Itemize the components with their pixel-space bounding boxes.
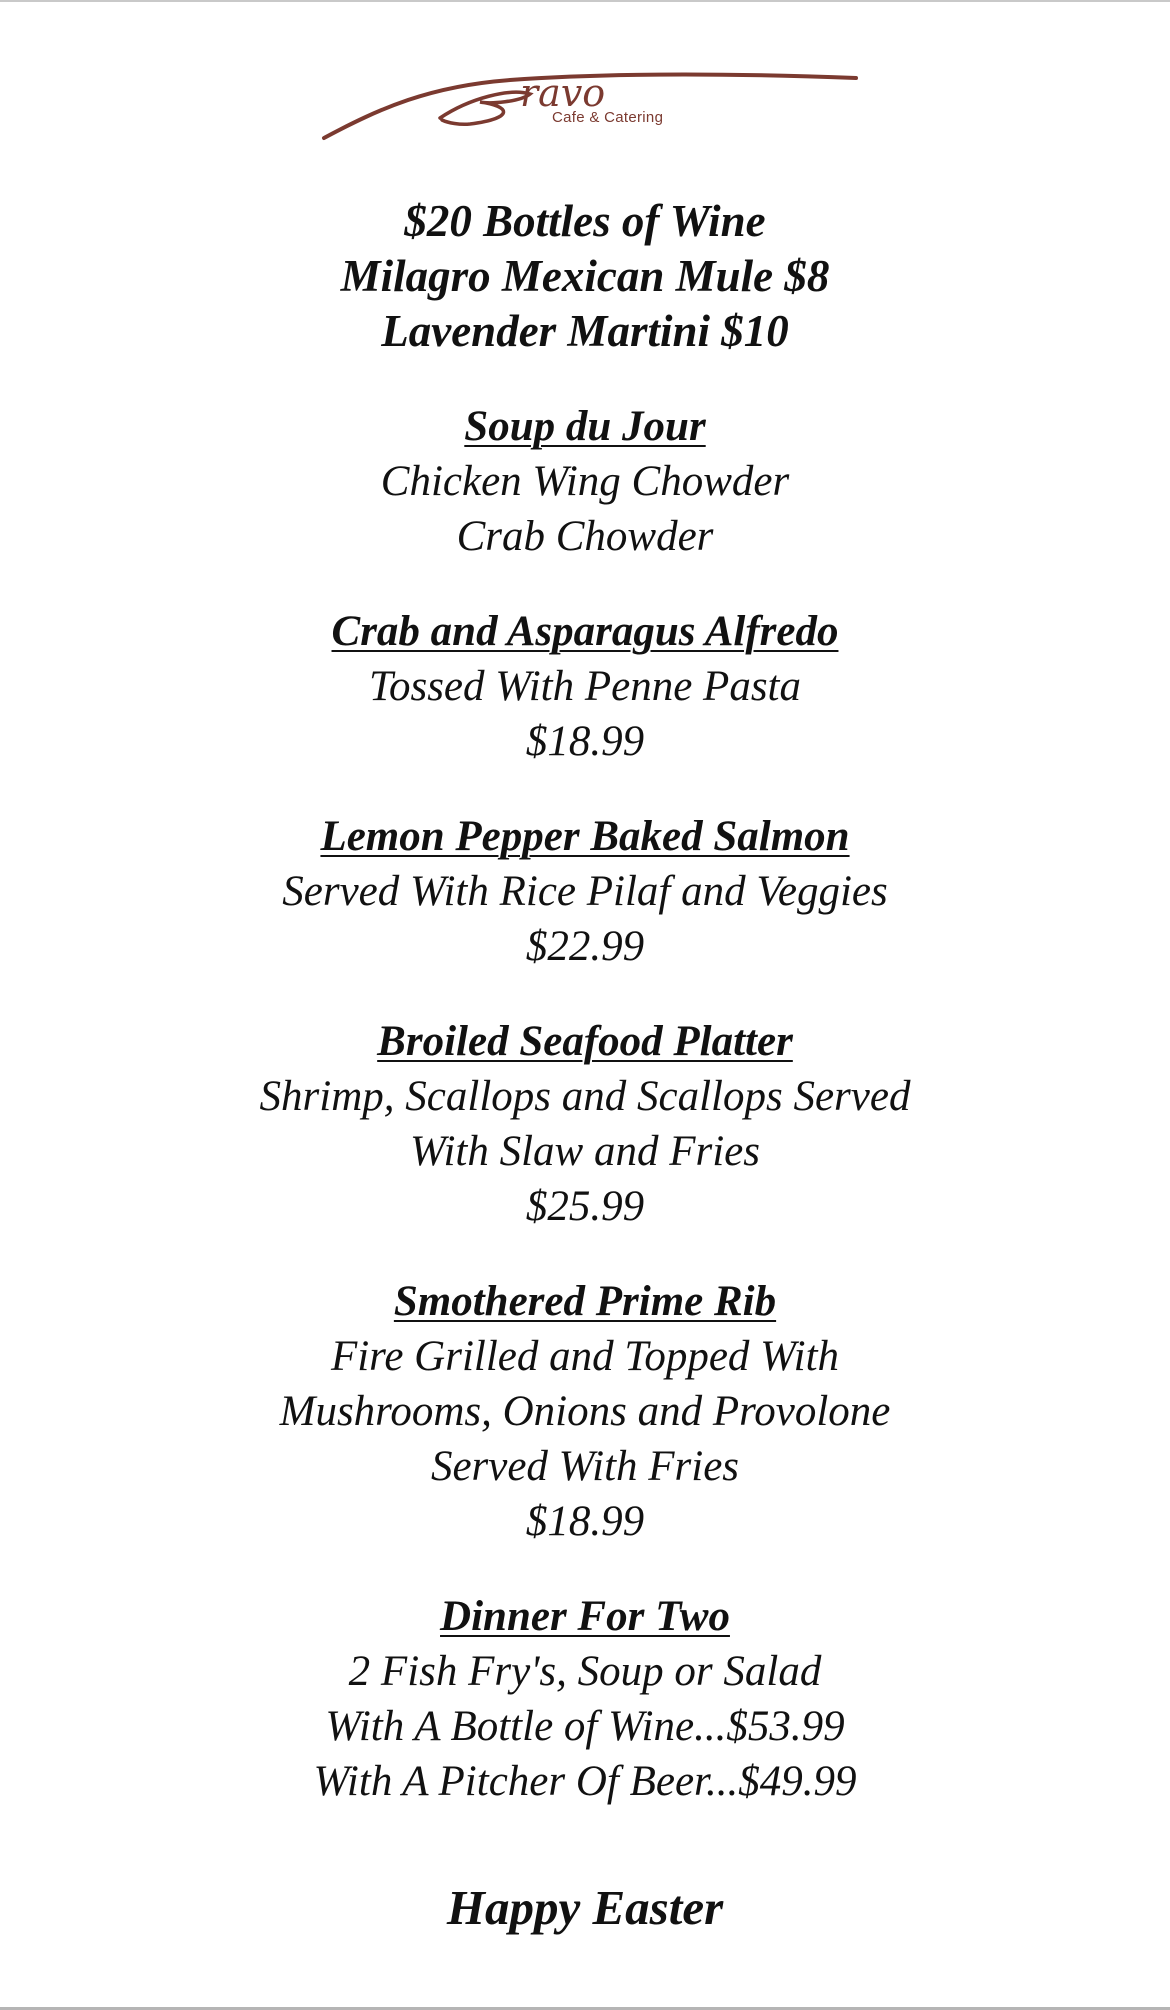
section-price: $25.99 [525,1183,645,1230]
section-title: Smothered Prime Rib [393,1278,777,1325]
section-line: Mushrooms, Onions and Provolone [279,1388,891,1435]
menu-section-prime-rib [0,1274,1170,1549]
section-title: Lemon Pepper Baked Salmon [320,813,850,860]
logo-tagline: Cafe & Catering [552,109,664,126]
top-border [0,0,1170,2]
menu-section-alfredo [0,604,1170,769]
section-line: Shrimp, Scallops and Scallops Served [259,1073,911,1120]
menu-section-seafood-platter [0,1014,1170,1234]
section-title: Dinner For Two [440,1593,730,1640]
section-line: Served With Fries [430,1443,740,1490]
menu-section-soup [0,399,1170,564]
menu-body [0,194,1170,1809]
section-price: $18.99 [525,1498,645,1545]
section-line: Chicken Wing Chowder [380,458,790,505]
drink-special-line: $20 Bottles of Wine [404,196,766,246]
section-line: With A Bottle of Wine...$53.99 [325,1703,845,1750]
section-title: Broiled Seafood Platter [377,1018,793,1065]
section-title: Crab and Asparagus Alfredo [331,608,839,655]
menu-section-dinner-for-two [0,1589,1170,1809]
section-line: Served With Rice Pilaf and Veggies [282,868,888,915]
closing-greeting: Happy Easter [446,1880,724,1935]
drink-specials [0,194,1170,359]
drink-special-line: Milagro Mexican Mule $8 [340,251,830,301]
section-line: With Slaw and Fries [410,1128,760,1175]
section-line: With A Pitcher Of Beer...$49.99 [313,1758,857,1805]
bravo-logo-script [320,68,860,148]
section-title: Soup du Jour [464,403,706,450]
drink-special-line: Lavender Martini $10 [381,306,789,356]
section-line: 2 Fish Fry's, Soup or Salad [348,1648,822,1695]
menu-section-salmon [0,809,1170,974]
section-price: $22.99 [525,923,645,970]
logo-wordmark: ravo [520,71,606,115]
section-line: Fire Grilled and Topped With [330,1333,840,1380]
section-line: Crab Chowder [456,513,714,560]
section-line: Tossed With Penne Pasta [369,663,801,710]
section-price: $18.99 [525,718,645,765]
bravo-logo [320,68,860,148]
